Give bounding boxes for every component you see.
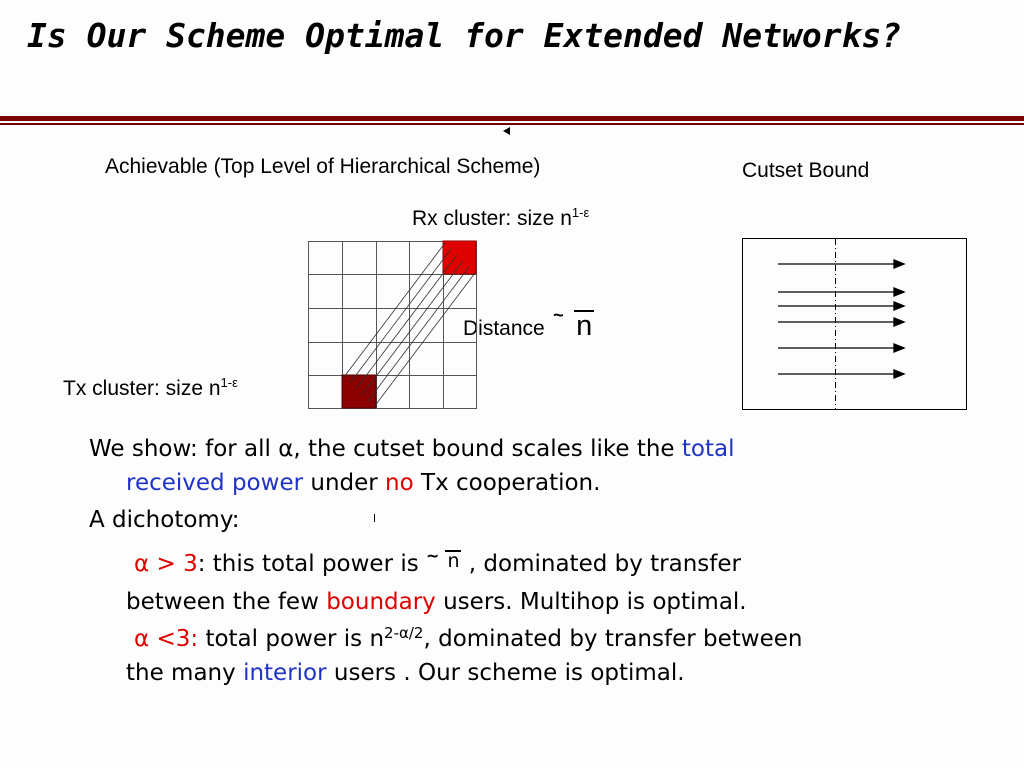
flow-arrows bbox=[778, 260, 904, 378]
small-tick-mark bbox=[374, 514, 375, 522]
tx-cluster-cell bbox=[342, 375, 376, 408]
cluster-grid-diagram bbox=[300, 235, 485, 415]
title-rule-thin bbox=[0, 123, 1024, 125]
slide-marker-arrow bbox=[503, 127, 510, 135]
bullet-dichotomy: A dichotomy: bbox=[89, 507, 240, 533]
achievable-label: Achievable (Top Level of Hierarchical Scheme) bbox=[105, 155, 541, 178]
cutset-bound-label: Cutset Bound bbox=[742, 159, 870, 182]
sub-bullet-alpha-greater-3: α > 3: this total power is ~ n , dominated by transfer between the few boundary users. Multihop is optimal. bbox=[126, 546, 747, 615]
distance-label: Distance ~ n bbox=[463, 305, 593, 342]
title-rule-thick bbox=[0, 116, 1024, 121]
rx-cluster-cell bbox=[443, 241, 476, 274]
rx-cluster-label: Rx cluster: size $n^{1-\varepsilon}$ bbox=[412, 205, 590, 230]
bullet-cutset-statement: We show: for all α, the cutset bound scales like the total received power under no Tx cooperation. bbox=[89, 436, 735, 496]
page-title: Is Our Scheme Optimal for Extended Networks? bbox=[27, 16, 902, 55]
sub-bullet-alpha-less-3: α <3: total power is $n^{2-\alpha/2}$, dominated by transfer between the many interior users . Our scheme is optimal. bbox=[126, 624, 803, 686]
tx-cluster-label: Tx cluster: size $n^{1-\varepsilon}$ bbox=[63, 375, 238, 400]
cutset-bound-diagram bbox=[738, 234, 970, 414]
